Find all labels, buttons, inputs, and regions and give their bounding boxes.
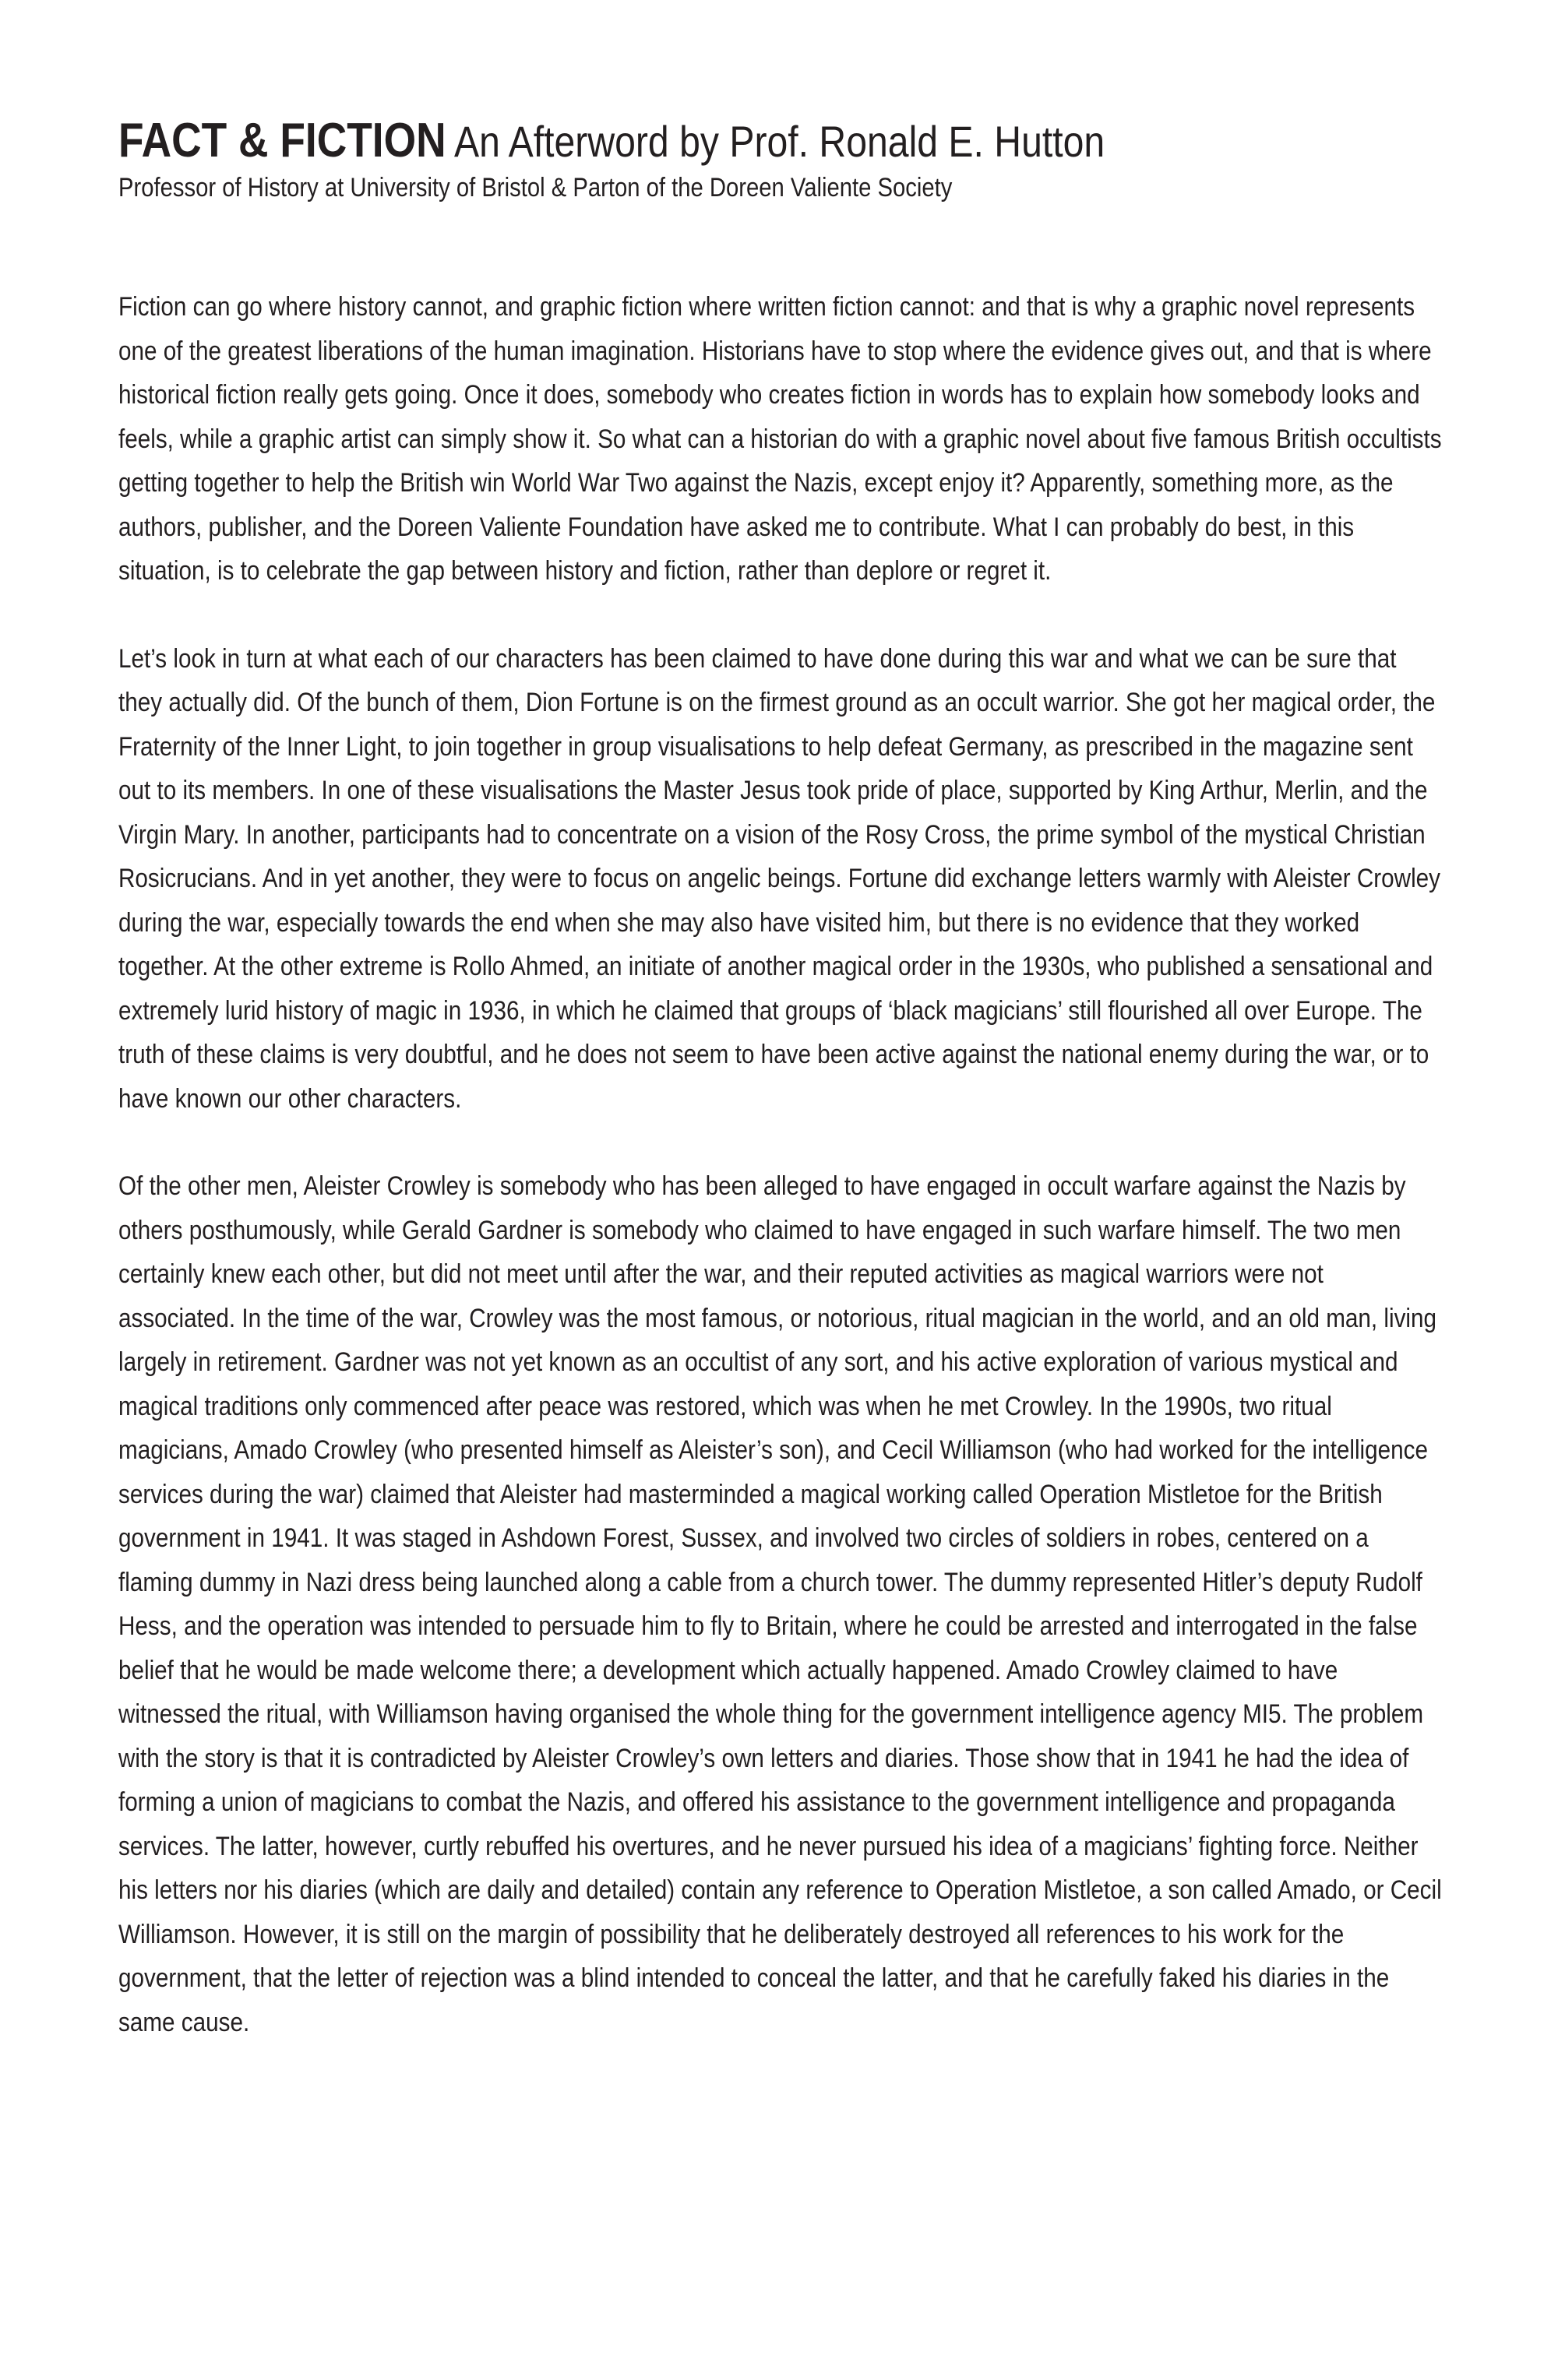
paragraph-2: Let’s look in turn at what each of our characters has been claimed to have done during this war and what we can be sure that they actually did. Of the bunch of them, Dion Fortune is on the firmest ground as an occult warrior. She got her magical order, the Fraternity of the Inner Light, to join together in group visualisations to help defeat Germany, as prescribed in the magazine sent out to its members. In one of these visualisations the Master Jesus took pride of place, supported by King Arthur, Merlin, and the Virgin Mary. In another, participants had to concentrate on a vision of the Rosy Cross, the prime symbol of the mystical Christian Rosicrucians. And in yet another, they were to focus on angelic beings. Fortune did exchange letters warmly with Aleister Crowley during the war, especially towards the end when she may also have visited him, but there is no evidence that they worked together. At the other extreme is Rollo Ahmed, an initiate of another magical order in the 1930s, who published a sensational and extremely lurid history of magic in 1936, in which he claimed that groups of ‘black magicians’ still flourished all over Europe. The truth of these claims is very doubtful, and he does not seem to have been active against the national enemy during the war, or to have known our other characters. [118, 643, 1441, 1114]
afterword-page [118, 114, 1443, 2044]
body-text [118, 285, 1443, 2044]
heading-subtitle: An Afterword by Prof. Ronald E. Hutton [454, 117, 1105, 166]
heading-title: FACT & FICTION [118, 114, 446, 167]
author-affiliation: Professor of History at University of Bristol & Parton of the Doreen Valiente Society [118, 173, 953, 202]
page-heading [118, 114, 1443, 167]
paragraph-3: Of the other men, Aleister Crowley is somebody who has been alleged to have engaged in occult warfare against the Nazis by others posthumously, while Gerald Gardner is somebody who claimed to have engaged in such warfare himself. The two men certainly knew each other, but did not meet until after the war, and their reputed activities as magical warriors were not associated. In the time of the war, Crowley was the most famous, or notorious, ritual magician in the world, and an old man, living largely in retirement. Gardner was not yet known as an occultist of any sort, and his active exploration of various mystical and magical traditions only commenced after peace was restored, which was when he met Crowley. In the 1990s, two ritual magicians, Amado Crowley (who presented himself as Aleister’s son), and Cecil Williamson (who had worked for the intelligence services during the war) claimed that Aleister had masterminded a magical working called Operation Mistletoe for the British government in 1941. It was staged in Ashdown Forest, Sussex, and involved two circles of soldiers in robes, centered on a flaming dummy in Nazi dress being launched along a cable from a church tower. The dummy represented Hitler’s deputy Rudolf Hess, and the operation was intended to persuade him to fly to Britain, where he could be arrested and interrogated in the false belief that he would be made welcome there; a development which actually happened. Amado Crowley claimed to have witnessed the ritual, with Williamson having organised the whole thing for the government intelligence agency MI5. The problem with the story is that it is contradicted by Aleister Crowley’s own letters and diaries. Those show that in 1941 he had the idea of forming a union of magicians to combat the Nazis, and offered his assistance to the government intelligence and propaganda services. The latter, however, curtly rebuffed his overtures, and he never pursued his idea of a magicians’ fighting force. Neither his letters nor his diaries (which are daily and detailed) contain any reference to Operation Mistletoe, a son called Amado, or Cecil Williamson. However, it is still on the margin of possibility that he deliberately destroyed all references to his work for the government, that the letter of rejection was a blind intended to conceal the latter, and that he carefully faked his diaries in the same cause. [118, 1171, 1442, 2037]
paragraph-1: Fiction can go where history cannot, and graphic fiction where written fiction cannot: and that is why a graphic novel represents one of the greatest liberations of the human imagination. Historians have to stop where the evidence gives out, and that is where historical fiction really gets going. Once it does, somebody who creates fiction in words has to explain how somebody looks and feels, while a graphic artist can simply show it. So what can a historian do with a graphic novel about five famous British occultists getting together to help the British win World War Two against the Nazis, except enjoy it? Apparently, something more, as the authors, publisher, and the Doreen Valiente Foundation have asked me to contribute. What I can probably do best, in this situation, is to celebrate the gap between history and fiction, rather than deplore or regret it. [118, 292, 1442, 586]
